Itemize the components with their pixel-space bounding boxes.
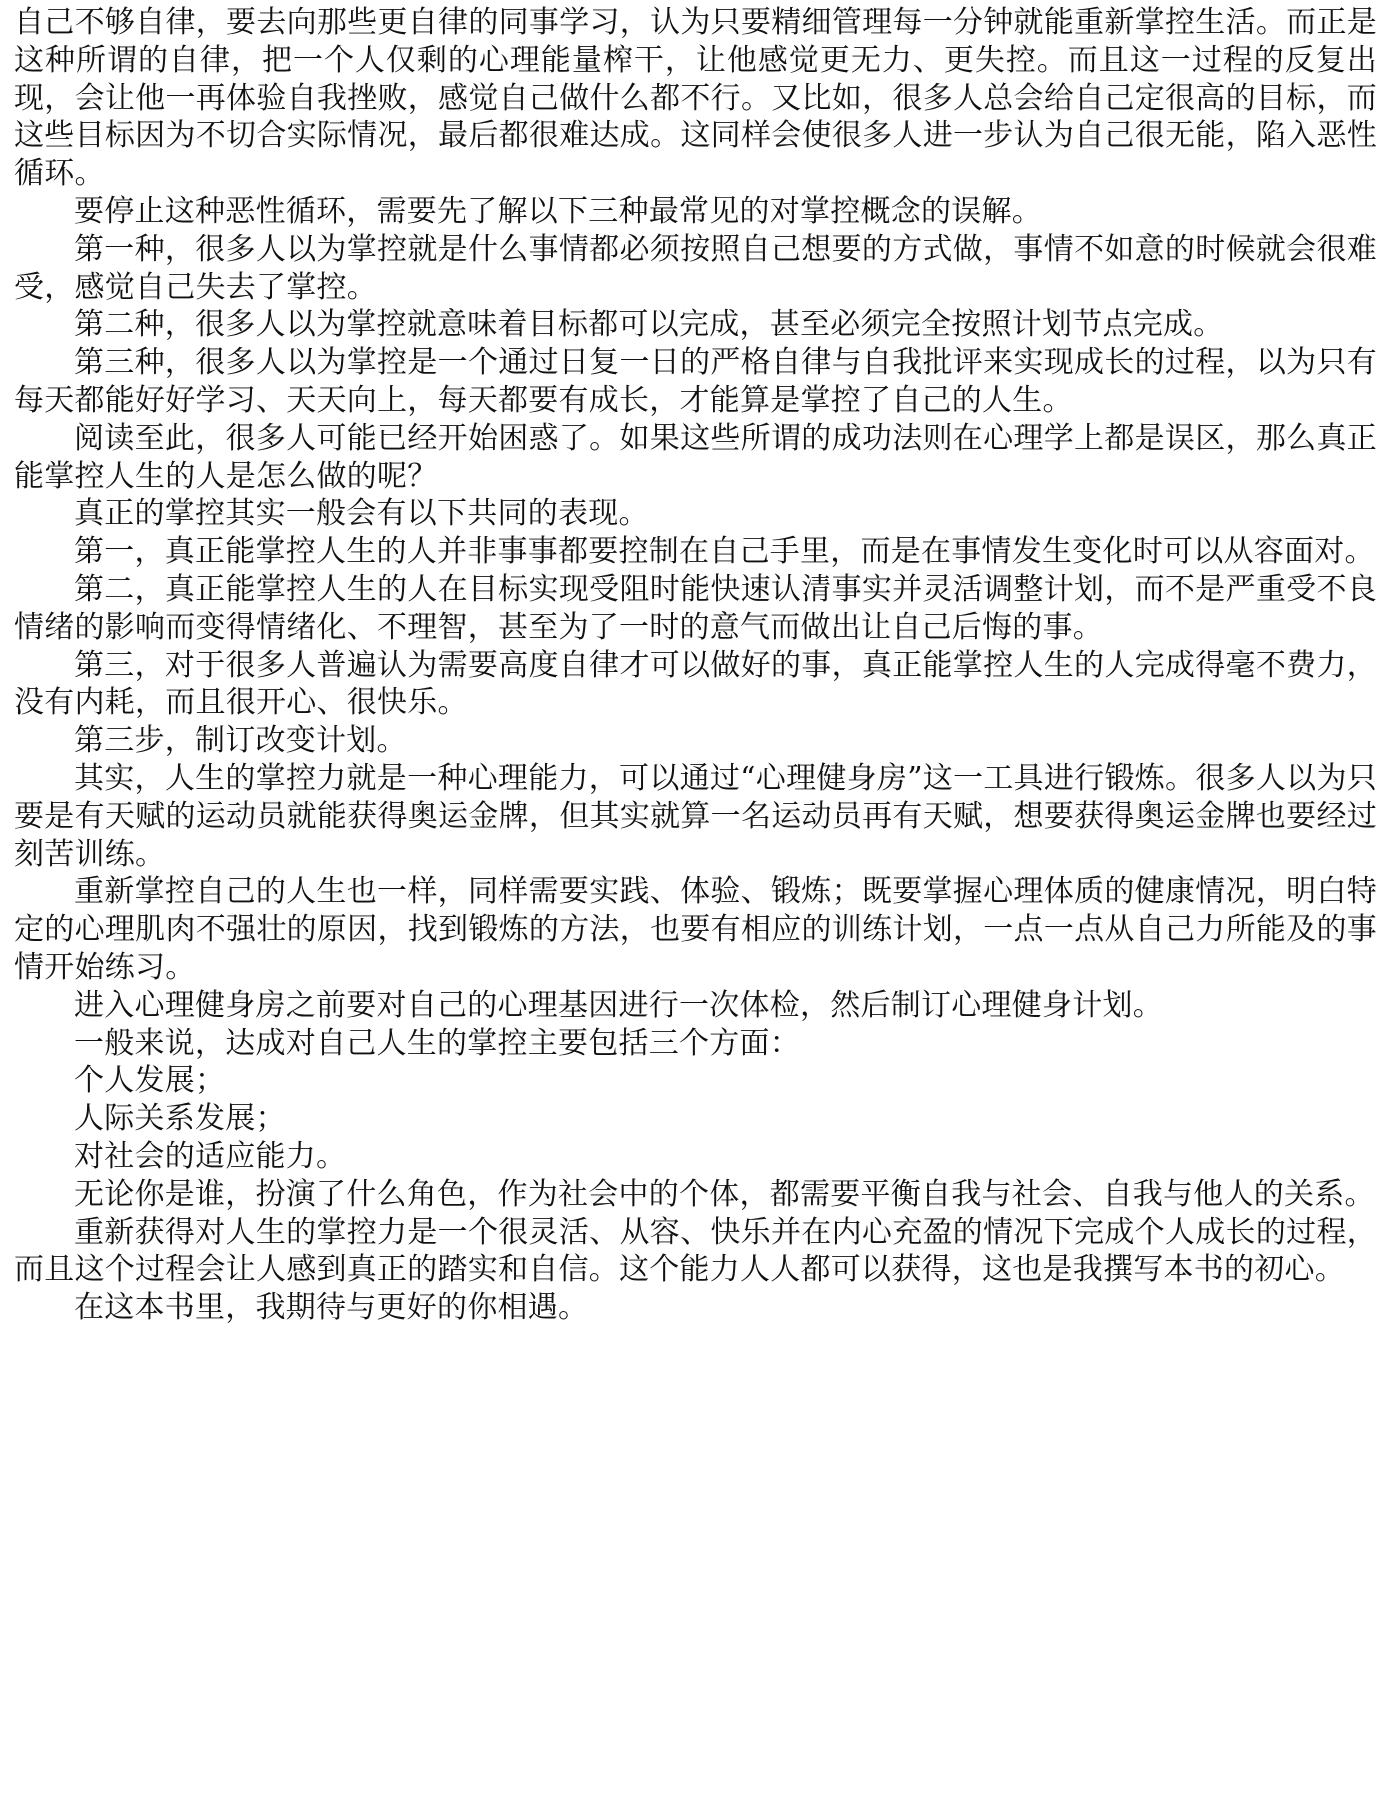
paragraph-10: 第三，对于很多人普遍认为需要高度自律才可以做好的事，真正能掌控人生的人完成得毫不费力，没有内耗，而且很开心、很快乐。 xyxy=(14,647,1377,721)
paragraph-21: 在这本书里，我期待与更好的你相遇。 xyxy=(74,1290,589,1326)
paragraph-1: 自己不够自律，要去向那些更自律的同事学习，认为只要精细管理每一分钟就能重新掌控生活。而正是这种所谓的自律，把一个人仅剩的心理能量榨干，让他感觉更无力、更失控。而且这一过程的反复出现，会让他一再体验自我挫败，感觉自己做什么都不行。又比如，很多人总会给自己定很高的目标，而这些目标因为不切合实际情况，最后都很难达成。这同样会使很多人进一步认为自己很无能，陷入恶性循环。 xyxy=(14,5,1377,192)
paragraph-14: 进入心理健身房之前要对自己的心理基因进行一次体检，然后制订心理健身计划。 xyxy=(74,987,1163,1023)
paragraph-20: 重新获得对人生的掌控力是一个很灵活、从容、快乐并在内心充盈的情况下完成个人成长的过程，而且这个过程会让人感到真正的踏实和自信。这个能力人人都可以获得，这也是我撰写本书的初心。 xyxy=(14,1214,1377,1288)
paragraph-4: 第二种，很多人以为掌控就意味着目标都可以完成，甚至必须完全按照计划节点完成。 xyxy=(74,307,1224,343)
paragraph-5: 第三种，很多人以为掌控是一个通过日复一日的严格自律与自我批评来实现成长的过程，以为只有每天都能好好学习、天天向上，每天都要有成长，才能算是掌控了自己的人生。 xyxy=(14,345,1377,418)
paragraph-9: 第二，真正能掌控人生的人在目标实现受阻时能快速认清事实并灵活调整计划，而不是严重受不良情绪的影响而变得情绪化、不理智，甚至为了一时的意气而做出让自己后悔的事。 xyxy=(14,571,1377,645)
paragraph-19: 无论你是谁，扮演了什么角色，作为社会中的个体，都需要平衡自我与社会、自我与他人的关系。 xyxy=(74,1176,1375,1212)
paragraph-18: 对社会的适应能力。 xyxy=(74,1138,347,1174)
paragraph-8: 第一，真正能掌控人生的人并非事事都要控制在自己手里，而是在事情发生变化时可以从容面对。 xyxy=(74,534,1375,570)
paragraph-2: 要停止这种恶性循环，需要先了解以下三种最常见的对掌控概念的误解。 xyxy=(74,193,1042,229)
paragraph-13: 重新掌控自己的人生也一样，同样需要实践、体验、锻炼；既要掌握心理体质的健康情况，明白特定的心理肌肉不强壮的原因，找到锻炼的方法，也要有相应的训练计划，一点一点从自己力所能及的事情开始练习。 xyxy=(14,874,1377,985)
paragraph-12: 其实，人生的掌控力就是一种心理能力，可以通过“心理健身房”这一工具进行锻炼。很多人以为只要是有天赋的运动员就能获得奥运金牌，但其实就算一名运动员再有天赋，想要获得奥运金牌也要经过刻苦训练。 xyxy=(14,760,1377,872)
paragraph-7: 真正的掌控其实一般会有以下共同的表现。 xyxy=(74,496,649,532)
paragraph-17: 人际关系发展； xyxy=(74,1101,286,1137)
paragraph-6: 阅读至此，很多人可能已经开始困惑了。如果这些所谓的成功法则在心理学上都是误区，那么真正能掌控人生的人是怎么做的呢？ xyxy=(14,420,1377,494)
paragraph-15: 一般来说，达成对自己人生的掌控主要包括三个方面： xyxy=(74,1025,800,1061)
paragraph-3: 第一种，很多人以为掌控就是什么事情都必须按照自己想要的方式做，事情不如意的时候就会很难受，感觉自己失去了掌控。 xyxy=(14,231,1377,305)
paragraph-11: 第三步，制订改变计划。 xyxy=(74,723,407,759)
paragraph-16: 个人发展； xyxy=(74,1063,226,1099)
